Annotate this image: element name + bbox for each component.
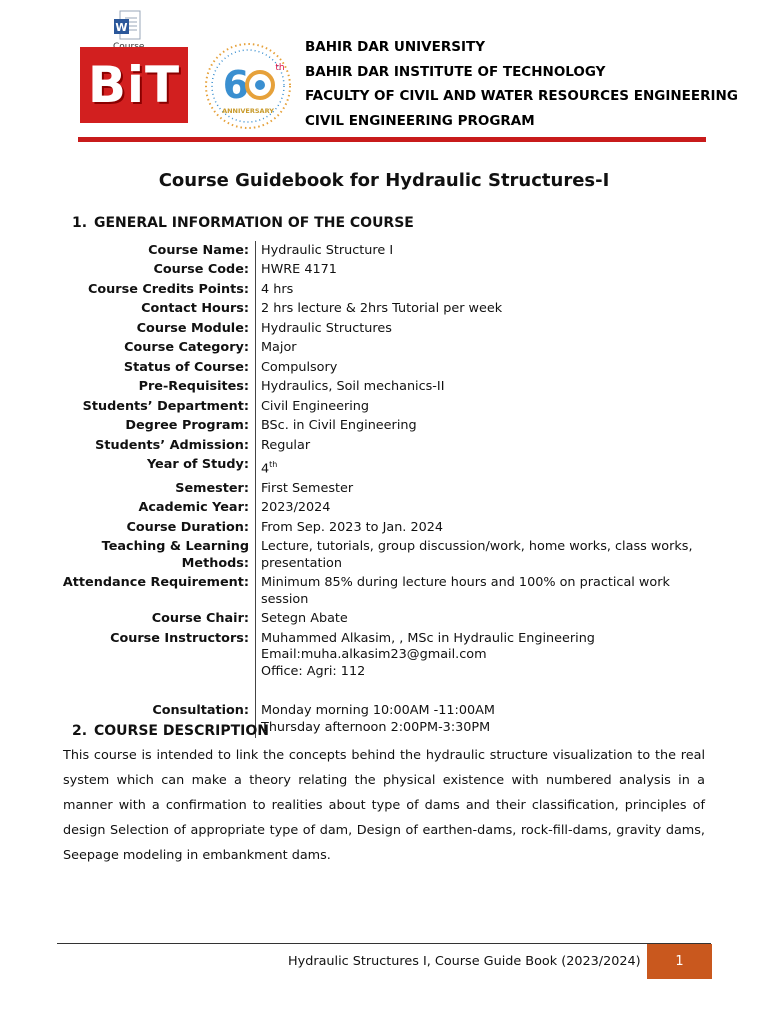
info-row-duration [60,518,720,538]
info-row-academic-year [60,499,720,519]
info-value [255,702,720,738]
info-row-teaching-methods [60,538,720,574]
info-value: From Sep. 2023 to Jan. 2024 [255,518,720,538]
section-1-heading [72,215,414,231]
info-value: Major [255,339,720,359]
instructor-email: Email:muha.alkasim23@gmail.com [261,647,487,663]
info-value: Hydraulic Structures [255,319,720,339]
info-key: Course Duration: [126,519,249,535]
spacer [261,680,720,700]
consultation-thursday: Thursday afternoon 2:00PM-3:30PM [261,719,491,735]
info-value: First Semester [255,479,720,499]
info-key: Course Credits Points: [88,281,249,297]
anniversary-logo [200,38,296,134]
course-description: This course is intended to link the concepts behind the hydraulic structure visualization to the real system which can make a theory relating the physical existence with numbered analysis in a manner with a confirmation to realities about type of dams and their classification, principles of design Selection of appropriate type of dam, Design of earthen-dams, rock-fill-dams, gravity dams, Seepage modeling in embankment dams. [63,748,705,863]
info-key: Course Code: [153,262,249,277]
consultation-monday: Monday morning 10:00AM -11:00AM [261,703,495,719]
info-row-prerequisites [60,378,720,398]
info-value: Hydraulic Structure I [255,241,720,261]
info-value: 2 hrs lecture & 2hrs Tutorial per week [255,300,720,320]
info-value: Regular [255,436,720,456]
section-1-title: GENERAL INFORMATION OF THE COURSE [94,215,414,231]
document-title: Course Guidebook for Hydraulic Structures-I [158,170,610,191]
info-row-status [60,358,720,378]
info-key: Course Chair: [151,611,249,627]
info-row-module [60,319,720,339]
info-row-semester [60,479,720,499]
info-key: Status of Course: [123,359,249,375]
info-row-credits [60,280,720,300]
header-divider [78,137,706,142]
info-key: Course Module: [136,320,249,336]
section-2-heading [72,723,269,739]
info-row-department [60,397,720,417]
bit-logo-text: BiT [87,56,181,114]
info-key: Pre-Requisites: [138,379,249,394]
section-2-number: 2. [72,723,88,739]
info-key: Students’ Department: [82,398,249,414]
footer-divider [57,943,711,944]
info-value: 4 hrs [255,280,720,300]
instructor-office: Office: Agri: 112 [261,663,366,679]
university-name: BAHIR DAR UNIVERSITY [305,39,485,55]
program-name: CIVIL ENGINEERING PROGRAM [305,112,535,129]
instructor-name: Muhammed Alkasim, , MSc in Hydraulic Engineering [261,630,595,646]
institution-header [305,35,738,133]
info-key: Year of Study: [146,457,249,472]
info-key: Semester: [175,480,249,496]
info-row-attendance [60,574,720,610]
info-value: Minimum 85% during lecture hours and 100% on practical work session [255,574,720,610]
info-row-course-code [60,261,720,281]
section-1-number: 1. [72,215,88,231]
info-key: Consultation: [152,703,249,719]
info-value: HWRE 4171 [255,261,720,281]
info-key: Contact Hours: [141,301,249,316]
year-suffix: th [269,460,278,469]
info-row-contact-hours [60,300,720,320]
footer-text: Hydraulic Structures I, Course Guide Book (2023/2024) [288,954,641,969]
info-value: Setegn Abate [255,610,720,630]
info-row-year-of-study [60,456,720,480]
info-key: Students’ Admission: [95,437,249,453]
info-value: Civil Engineering [255,397,720,417]
svg-text:ANNIVERSARY: ANNIVERSARY [222,107,274,115]
year-value: 4 [261,461,270,477]
info-row-course-name [60,241,720,261]
info-key: Degree Program: [125,418,249,433]
info-value: Compulsory [255,358,720,378]
bit-logo [80,47,188,123]
institute-name: BAHIR DAR INSTITUTE OF TECHNOLOGY [305,63,606,80]
info-value: 2023/2024 [255,499,720,519]
info-row-course-chair [60,610,720,630]
info-key: Course Name: [148,242,249,258]
info-row-category [60,339,720,359]
info-row-instructors [60,629,720,702]
page-number: 1 [647,944,712,979]
info-value: Lecture, tutorials, group discussion/work, home works, class works, presentation [255,538,720,574]
info-value: BSc. in Civil Engineering [255,417,720,437]
course-info-table [60,241,720,738]
info-key: Course Category: [124,340,249,355]
section-2-title: COURSE DESCRIPTION [94,723,270,739]
svg-text:W: W [115,21,128,34]
svg-text:6: 6 [222,63,250,107]
info-value [255,456,720,480]
info-key: Attendance Requirement: [62,575,249,591]
word-icon-graphic [113,10,143,42]
info-key: Course Instructors: [110,630,249,646]
info-row-admission [60,436,720,456]
svg-text:th: th [275,63,285,73]
info-row-degree [60,417,720,437]
word-document-icon[interactable] [113,10,143,52]
info-value: Hydraulics, Soil mechanics-II [255,378,720,398]
info-key: Academic Year: [138,500,249,516]
faculty-name: FACULTY OF CIVIL AND WATER RESOURCES ENGINEERING [305,88,738,105]
info-value [255,629,720,702]
info-key: Teaching & Learning Methods: [101,539,249,571]
